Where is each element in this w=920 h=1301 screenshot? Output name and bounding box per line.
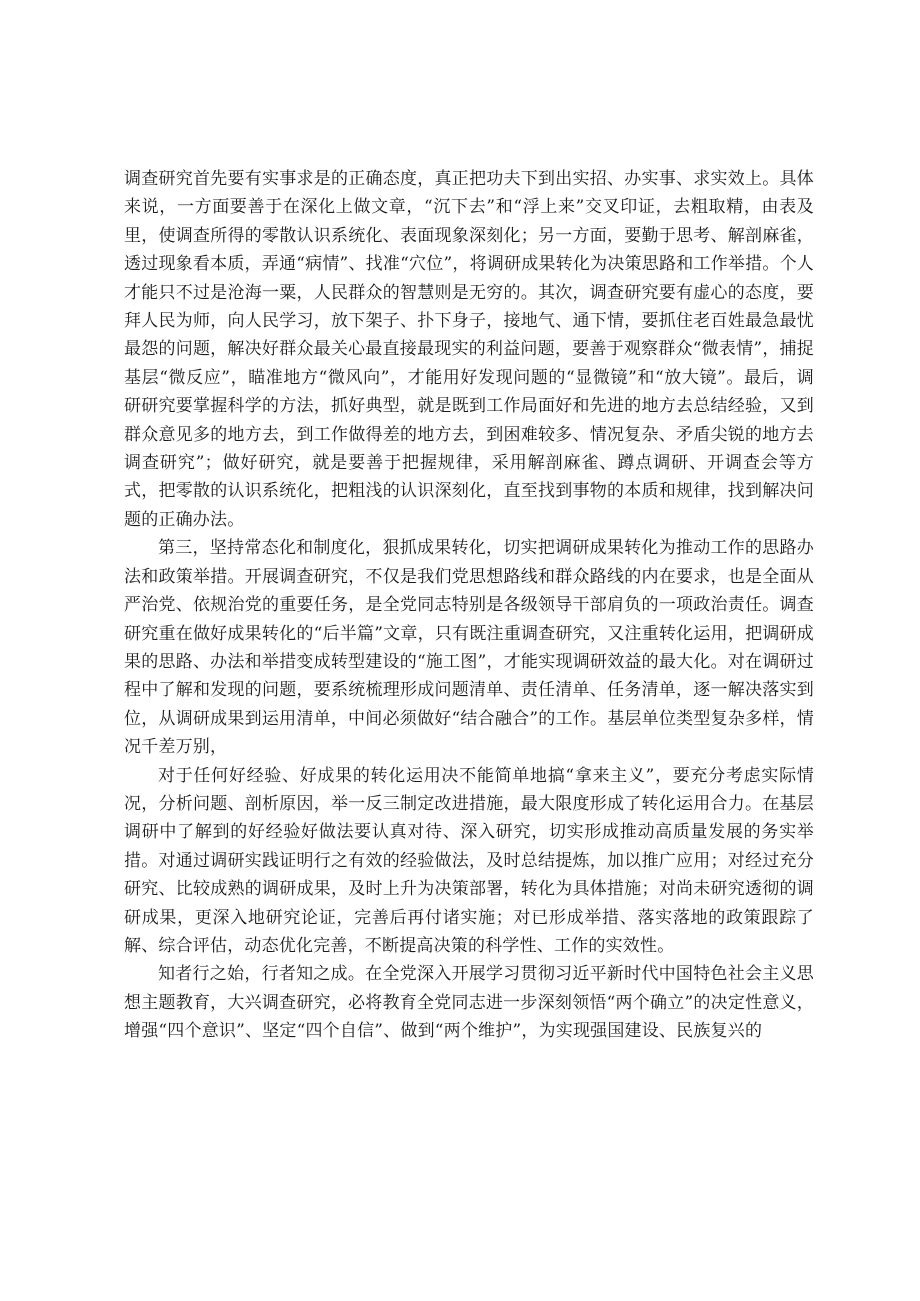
paragraph-attitude: 调查研究首先要有实事求是的正确态度，真正把功夫下到出实招、办实事、求实效上。具体来说，一方面要善于在深化上做文章，“沉下去”和“浮上来”交叉印证，去粗取精，由表及里，使调查所得的零散认识系统化、表面现象深刻化；另一方面，要勤于思考、解剖麻雀，透过现象看本质，弄通“病情”、找准“穴位”，将调研成果转化为决策思路和工作举措。个人才能只不过是沧海一粟，人民群众的智慧则是无穷的。其次，调查研究要有虚心的态度，要拜人民为师，向人民学习，放下架子、扑下身子，接地气、通下情，要抓住老百姓最急最忧最怨的问题，解决好群众最关心最直接最现实的利益问题，要善于观察群众“微表情”，捕捉基层“微反应”，瞄准地方“微风向”，才能用好发现问题的“显微镜”和“放大镜”。最后，调研研究要掌握科学的方法，抓好典型，就是既到工作局面好和先进的地方去总结经验，又到群众意见多的地方去，到工作做得差的地方去，到困难较多、情况复杂、矛盾尖锐的地方去调查研究”；做好研究，就是要善于把握规律，采用解剖麻雀、蹲点调研、开调查会等方式，把零散的认识系统化，把粗浅的认识深刻化，直至找到事物的本质和规律，找到解决问题的正确办法。 (124, 169, 814, 530)
paragraph-conclusion: 知者行之始，行者知之成。在全党深入开展学习贯彻习近平新时代中国特色社会主义思想主题教育，大兴调查研究，必将教育全党同志进一步深刻领悟“两个确立”的决定性意义，增强“四个意识”、坚定“四个自信”、做到“两个维护”，为实现强国建设、民族复兴的 (124, 964, 814, 1042)
paragraph-third-point: 第三，坚持常态化和制度化，狠抓成果转化，切实把调研成果转化为推动工作的思路办法和政策举措。开展调查研究，不仅是我们党思想路线和群众路线的内在要求，也是全面从严治党、依规治党的重要任务，是全党同志特别是各级领导干部肩负的一项政治责任。调查研究重在做好成果转化的“后半篇”文章，只有既注重调查研究，又注重转化运用，把调研成果的思路、办法和举措变成转型建设的“施工图”，才能实现调研效益的最大化。对在调研过程中了解和发现的问题，要系统梳理形成问题清单、责任清单、任务清单，逐一解决落实到位，从调研成果到运用清单，中间必须做好“结合融合”的工作。基层单位类型复杂多样，情况千差万别， (124, 538, 814, 758)
paragraph-experience-transfer: 对于任何好经验、好成果的转化运用决不能简单地搞“拿来主义”，要充分考虑实际情况，分析问题、剖析原因，举一反三制定改进措施，最大限度形成了转化运用合力。在基层调研中了解到的好经验好做法要认真对待、深入研究，切实形成推动高质量发展的务实举措。对通过调研实践证明行之有效的经验做法，及时总结提炼，加以推广应用；对经过充分研究、比较成熟的调研成果，及时上升为决策部署，转化为具体措施；对尚未研究透彻的调研成果，更深入地研究论证，完善后再付诸实施；对已形成举措、落实落地的政策跟踪了解、综合评估，动态优化完善，不断提高决策的科学性、工作的实效性。 (124, 765, 814, 956)
document-page (124, 165, 814, 1046)
